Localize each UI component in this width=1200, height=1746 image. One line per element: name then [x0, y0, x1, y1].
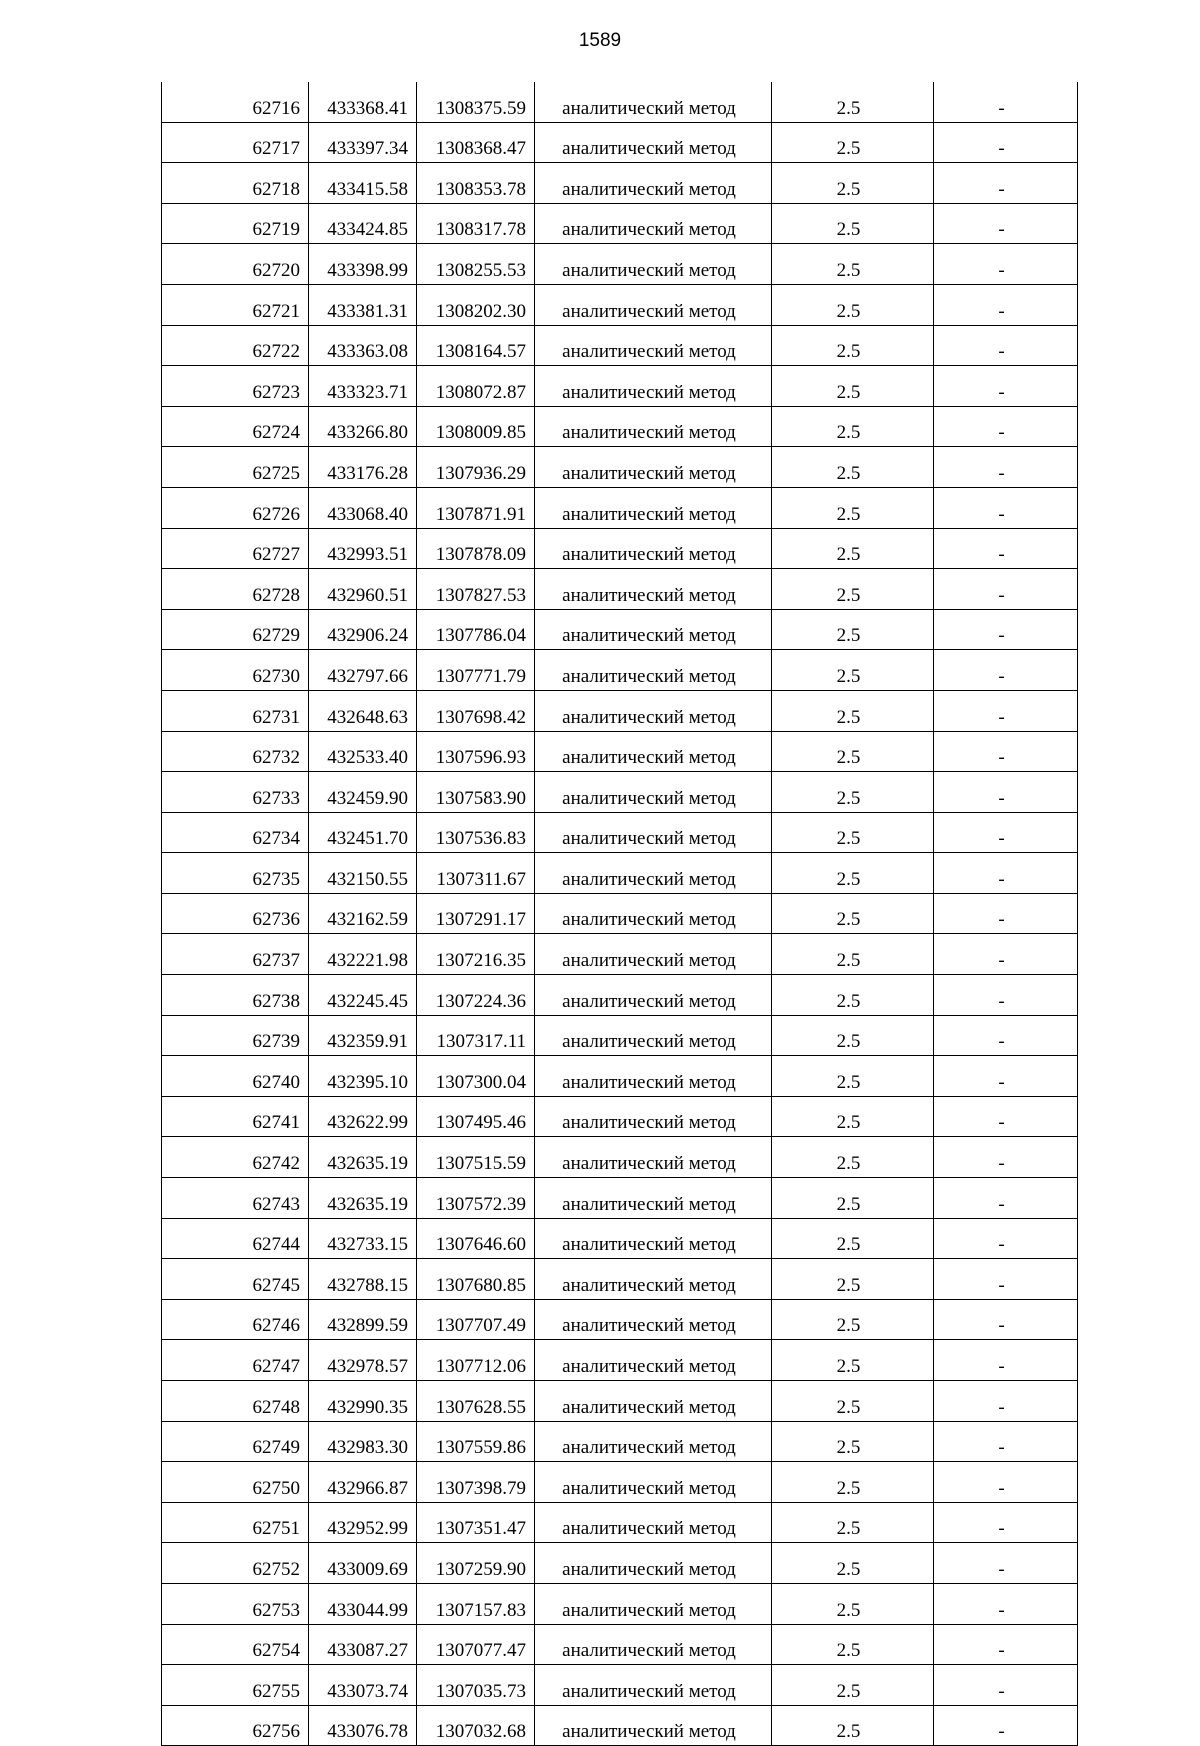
accuracy-cell: 2.5 [772, 325, 934, 366]
table-row [162, 975, 1078, 1016]
table-row [162, 853, 1078, 894]
accuracy-cell: 2.5 [772, 82, 934, 122]
y-coordinate-cell: 1307827.53 [417, 569, 535, 610]
y-coordinate-cell: 1307878.09 [417, 528, 535, 569]
x-coordinate-cell: 432359.91 [309, 1015, 417, 1056]
method-cell: аналитический метод [535, 1056, 772, 1097]
description-cell: - [934, 853, 1078, 894]
table-row [162, 82, 1078, 122]
accuracy-cell: 2.5 [772, 690, 934, 731]
accuracy-cell: 2.5 [772, 569, 934, 610]
description-cell: - [934, 893, 1078, 934]
method-cell: аналитический метод [535, 447, 772, 488]
y-coordinate-cell: 1308009.85 [417, 406, 535, 447]
point-number-cell: 62725 [162, 447, 309, 488]
table-row [162, 447, 1078, 488]
y-coordinate-cell: 1307216.35 [417, 934, 535, 975]
accuracy-cell: 2.5 [772, 1381, 934, 1422]
accuracy-cell: 2.5 [772, 1462, 934, 1503]
table-row [162, 731, 1078, 772]
description-cell: - [934, 406, 1078, 447]
description-cell: - [934, 1462, 1078, 1503]
method-cell: аналитический метод [535, 731, 772, 772]
y-coordinate-cell: 1307712.06 [417, 1340, 535, 1381]
method-cell: аналитический метод [535, 934, 772, 975]
y-coordinate-cell: 1307398.79 [417, 1462, 535, 1503]
x-coordinate-cell: 432990.35 [309, 1381, 417, 1422]
x-coordinate-cell: 432906.24 [309, 609, 417, 650]
method-cell: аналитический метод [535, 812, 772, 853]
method-cell: аналитический метод [535, 163, 772, 204]
description-cell: - [934, 772, 1078, 813]
x-coordinate-cell: 432733.15 [309, 1218, 417, 1259]
x-coordinate-cell: 433415.58 [309, 163, 417, 204]
accuracy-cell: 2.5 [772, 650, 934, 691]
method-cell: аналитический метод [535, 1665, 772, 1706]
x-coordinate-cell: 432983.30 [309, 1421, 417, 1462]
point-number-cell: 62749 [162, 1421, 309, 1462]
x-coordinate-cell: 432993.51 [309, 528, 417, 569]
x-coordinate-cell: 432150.55 [309, 853, 417, 894]
method-cell: аналитический метод [535, 650, 772, 691]
table-row [162, 487, 1078, 528]
table-row [162, 569, 1078, 610]
accuracy-cell: 2.5 [772, 1340, 934, 1381]
method-cell: аналитический метод [535, 528, 772, 569]
coordinates-table-body [162, 82, 1078, 1746]
y-coordinate-cell: 1308255.53 [417, 244, 535, 285]
description-cell: - [934, 1340, 1078, 1381]
table-row [162, 1340, 1078, 1381]
point-number-cell: 62718 [162, 163, 309, 204]
method-cell: аналитический метод [535, 284, 772, 325]
accuracy-cell: 2.5 [772, 1624, 934, 1665]
method-cell: аналитический метод [535, 569, 772, 610]
point-number-cell: 62756 [162, 1705, 309, 1746]
y-coordinate-cell: 1307495.46 [417, 1096, 535, 1137]
point-number-cell: 62721 [162, 284, 309, 325]
accuracy-cell: 2.5 [772, 1259, 934, 1300]
accuracy-cell: 2.5 [772, 853, 934, 894]
y-coordinate-cell: 1307351.47 [417, 1502, 535, 1543]
y-coordinate-cell: 1307572.39 [417, 1178, 535, 1219]
x-coordinate-cell: 433087.27 [309, 1624, 417, 1665]
method-cell: аналитический метод [535, 1015, 772, 1056]
point-number-cell: 62727 [162, 528, 309, 569]
table-row [162, 284, 1078, 325]
y-coordinate-cell: 1307317.11 [417, 1015, 535, 1056]
table-row [162, 1096, 1078, 1137]
description-cell: - [934, 1543, 1078, 1584]
y-coordinate-cell: 1307157.83 [417, 1583, 535, 1624]
method-cell: аналитический метод [535, 406, 772, 447]
description-cell: - [934, 1624, 1078, 1665]
description-cell: - [934, 528, 1078, 569]
point-number-cell: 62746 [162, 1299, 309, 1340]
x-coordinate-cell: 432451.70 [309, 812, 417, 853]
accuracy-cell: 2.5 [772, 122, 934, 163]
point-number-cell: 62732 [162, 731, 309, 772]
y-coordinate-cell: 1308368.47 [417, 122, 535, 163]
accuracy-cell: 2.5 [772, 1015, 934, 1056]
method-cell: аналитический метод [535, 122, 772, 163]
accuracy-cell: 2.5 [772, 487, 934, 528]
method-cell: аналитический метод [535, 1299, 772, 1340]
point-number-cell: 62752 [162, 1543, 309, 1584]
description-cell: - [934, 447, 1078, 488]
point-number-cell: 62740 [162, 1056, 309, 1097]
description-cell: - [934, 284, 1078, 325]
table-row [162, 934, 1078, 975]
table-row [162, 1421, 1078, 1462]
accuracy-cell: 2.5 [772, 284, 934, 325]
method-cell: аналитический метод [535, 1462, 772, 1503]
point-number-cell: 62724 [162, 406, 309, 447]
method-cell: аналитический метод [535, 1583, 772, 1624]
x-coordinate-cell: 432899.59 [309, 1299, 417, 1340]
table-row [162, 1462, 1078, 1503]
y-coordinate-cell: 1307536.83 [417, 812, 535, 853]
table-row [162, 812, 1078, 853]
table-row [162, 1218, 1078, 1259]
point-number-cell: 62751 [162, 1502, 309, 1543]
table-row [162, 1056, 1078, 1097]
accuracy-cell: 2.5 [772, 1502, 934, 1543]
description-cell: - [934, 569, 1078, 610]
y-coordinate-cell: 1307259.90 [417, 1543, 535, 1584]
description-cell: - [934, 1096, 1078, 1137]
table-row [162, 893, 1078, 934]
accuracy-cell: 2.5 [772, 1705, 934, 1746]
description-cell: - [934, 82, 1078, 122]
description-cell: - [934, 1705, 1078, 1746]
description-cell: - [934, 325, 1078, 366]
table-row [162, 1137, 1078, 1178]
point-number-cell: 62755 [162, 1665, 309, 1706]
table-row [162, 690, 1078, 731]
y-coordinate-cell: 1307559.86 [417, 1421, 535, 1462]
y-coordinate-cell: 1307707.49 [417, 1299, 535, 1340]
y-coordinate-cell: 1307515.59 [417, 1137, 535, 1178]
table-row [162, 203, 1078, 244]
y-coordinate-cell: 1307311.67 [417, 853, 535, 894]
point-number-cell: 62745 [162, 1259, 309, 1300]
accuracy-cell: 2.5 [772, 609, 934, 650]
table-row [162, 1178, 1078, 1219]
point-number-cell: 62739 [162, 1015, 309, 1056]
y-coordinate-cell: 1307936.29 [417, 447, 535, 488]
coordinates-table [161, 82, 1078, 1746]
method-cell: аналитический метод [535, 1421, 772, 1462]
y-coordinate-cell: 1307300.04 [417, 1056, 535, 1097]
accuracy-cell: 2.5 [772, 893, 934, 934]
point-number-cell: 62736 [162, 893, 309, 934]
method-cell: аналитический метод [535, 1340, 772, 1381]
x-coordinate-cell: 432960.51 [309, 569, 417, 610]
table-row [162, 609, 1078, 650]
x-coordinate-cell: 432648.63 [309, 690, 417, 731]
x-coordinate-cell: 432635.19 [309, 1178, 417, 1219]
point-number-cell: 62737 [162, 934, 309, 975]
x-coordinate-cell: 433363.08 [309, 325, 417, 366]
point-number-cell: 62738 [162, 975, 309, 1016]
description-cell: - [934, 1502, 1078, 1543]
table-row [162, 1543, 1078, 1584]
method-cell: аналитический метод [535, 893, 772, 934]
method-cell: аналитический метод [535, 1218, 772, 1259]
x-coordinate-cell: 433368.41 [309, 82, 417, 122]
y-coordinate-cell: 1307871.91 [417, 487, 535, 528]
method-cell: аналитический метод [535, 325, 772, 366]
description-cell: - [934, 690, 1078, 731]
x-coordinate-cell: 432221.98 [309, 934, 417, 975]
description-cell: - [934, 1665, 1078, 1706]
point-number-cell: 62729 [162, 609, 309, 650]
x-coordinate-cell: 433176.28 [309, 447, 417, 488]
point-number-cell: 62726 [162, 487, 309, 528]
point-number-cell: 62742 [162, 1137, 309, 1178]
method-cell: аналитический метод [535, 203, 772, 244]
x-coordinate-cell: 432622.99 [309, 1096, 417, 1137]
accuracy-cell: 2.5 [772, 163, 934, 204]
x-coordinate-cell: 432245.45 [309, 975, 417, 1016]
point-number-cell: 62733 [162, 772, 309, 813]
point-number-cell: 62748 [162, 1381, 309, 1422]
accuracy-cell: 2.5 [772, 772, 934, 813]
y-coordinate-cell: 1307291.17 [417, 893, 535, 934]
accuracy-cell: 2.5 [772, 1583, 934, 1624]
y-coordinate-cell: 1307583.90 [417, 772, 535, 813]
method-cell: аналитический метод [535, 609, 772, 650]
table-row [162, 1259, 1078, 1300]
method-cell: аналитический метод [535, 244, 772, 285]
description-cell: - [934, 244, 1078, 285]
point-number-cell: 62723 [162, 366, 309, 407]
x-coordinate-cell: 433266.80 [309, 406, 417, 447]
x-coordinate-cell: 433381.31 [309, 284, 417, 325]
y-coordinate-cell: 1308072.87 [417, 366, 535, 407]
y-coordinate-cell: 1307224.36 [417, 975, 535, 1016]
table-row [162, 1665, 1078, 1706]
description-cell: - [934, 812, 1078, 853]
table-row [162, 1583, 1078, 1624]
method-cell: аналитический метод [535, 1705, 772, 1746]
y-coordinate-cell: 1307596.93 [417, 731, 535, 772]
table-row [162, 366, 1078, 407]
method-cell: аналитический метод [535, 487, 772, 528]
accuracy-cell: 2.5 [772, 1543, 934, 1584]
point-number-cell: 62728 [162, 569, 309, 610]
accuracy-cell: 2.5 [772, 1178, 934, 1219]
x-coordinate-cell: 432966.87 [309, 1462, 417, 1503]
x-coordinate-cell: 433044.99 [309, 1583, 417, 1624]
x-coordinate-cell: 433009.69 [309, 1543, 417, 1584]
point-number-cell: 62730 [162, 650, 309, 691]
x-coordinate-cell: 432635.19 [309, 1137, 417, 1178]
accuracy-cell: 2.5 [772, 203, 934, 244]
point-number-cell: 62741 [162, 1096, 309, 1137]
point-number-cell: 62720 [162, 244, 309, 285]
description-cell: - [934, 1218, 1078, 1259]
y-coordinate-cell: 1307786.04 [417, 609, 535, 650]
table-row [162, 1624, 1078, 1665]
method-cell: аналитический метод [535, 1502, 772, 1543]
point-number-cell: 62717 [162, 122, 309, 163]
table-row [162, 772, 1078, 813]
x-coordinate-cell: 432978.57 [309, 1340, 417, 1381]
x-coordinate-cell: 432533.40 [309, 731, 417, 772]
y-coordinate-cell: 1308317.78 [417, 203, 535, 244]
accuracy-cell: 2.5 [772, 731, 934, 772]
y-coordinate-cell: 1308375.59 [417, 82, 535, 122]
point-number-cell: 62731 [162, 690, 309, 731]
table-row [162, 325, 1078, 366]
description-cell: - [934, 203, 1078, 244]
accuracy-cell: 2.5 [772, 934, 934, 975]
x-coordinate-cell: 433323.71 [309, 366, 417, 407]
y-coordinate-cell: 1307077.47 [417, 1624, 535, 1665]
x-coordinate-cell: 433398.99 [309, 244, 417, 285]
accuracy-cell: 2.5 [772, 447, 934, 488]
method-cell: аналитический метод [535, 853, 772, 894]
accuracy-cell: 2.5 [772, 366, 934, 407]
description-cell: - [934, 1178, 1078, 1219]
description-cell: - [934, 731, 1078, 772]
method-cell: аналитический метод [535, 975, 772, 1016]
x-coordinate-cell: 432797.66 [309, 650, 417, 691]
accuracy-cell: 2.5 [772, 1299, 934, 1340]
description-cell: - [934, 975, 1078, 1016]
method-cell: аналитический метод [535, 690, 772, 731]
x-coordinate-cell: 432788.15 [309, 1259, 417, 1300]
method-cell: аналитический метод [535, 1178, 772, 1219]
table-row [162, 163, 1078, 204]
description-cell: - [934, 1583, 1078, 1624]
description-cell: - [934, 1299, 1078, 1340]
accuracy-cell: 2.5 [772, 1665, 934, 1706]
accuracy-cell: 2.5 [772, 1096, 934, 1137]
accuracy-cell: 2.5 [772, 1056, 934, 1097]
point-number-cell: 62735 [162, 853, 309, 894]
y-coordinate-cell: 1307771.79 [417, 650, 535, 691]
table-row [162, 1381, 1078, 1422]
y-coordinate-cell: 1307628.55 [417, 1381, 535, 1422]
table-row [162, 528, 1078, 569]
point-number-cell: 62722 [162, 325, 309, 366]
accuracy-cell: 2.5 [772, 528, 934, 569]
point-number-cell: 62747 [162, 1340, 309, 1381]
y-coordinate-cell: 1308164.57 [417, 325, 535, 366]
description-cell: - [934, 1056, 1078, 1097]
method-cell: аналитический метод [535, 1137, 772, 1178]
table-row [162, 1502, 1078, 1543]
method-cell: аналитический метод [535, 772, 772, 813]
description-cell: - [934, 609, 1078, 650]
method-cell: аналитический метод [535, 1624, 772, 1665]
description-cell: - [934, 366, 1078, 407]
method-cell: аналитический метод [535, 1096, 772, 1137]
point-number-cell: 62750 [162, 1462, 309, 1503]
description-cell: - [934, 1259, 1078, 1300]
description-cell: - [934, 1381, 1078, 1422]
x-coordinate-cell: 432952.99 [309, 1502, 417, 1543]
y-coordinate-cell: 1307680.85 [417, 1259, 535, 1300]
page-number: 1589 [578, 30, 622, 51]
x-coordinate-cell: 433073.74 [309, 1665, 417, 1706]
accuracy-cell: 2.5 [772, 1421, 934, 1462]
accuracy-cell: 2.5 [772, 1218, 934, 1259]
y-coordinate-cell: 1307646.60 [417, 1218, 535, 1259]
y-coordinate-cell: 1307032.68 [417, 1705, 535, 1746]
y-coordinate-cell: 1308353.78 [417, 163, 535, 204]
x-coordinate-cell: 432459.90 [309, 772, 417, 813]
table-row [162, 1015, 1078, 1056]
point-number-cell: 62753 [162, 1583, 309, 1624]
table-row [162, 406, 1078, 447]
description-cell: - [934, 934, 1078, 975]
point-number-cell: 62743 [162, 1178, 309, 1219]
point-number-cell: 62716 [162, 82, 309, 122]
point-number-cell: 62719 [162, 203, 309, 244]
description-cell: - [934, 163, 1078, 204]
point-number-cell: 62744 [162, 1218, 309, 1259]
table-row [162, 1705, 1078, 1746]
description-cell: - [934, 650, 1078, 691]
x-coordinate-cell: 433076.78 [309, 1705, 417, 1746]
y-coordinate-cell: 1308202.30 [417, 284, 535, 325]
method-cell: аналитический метод [535, 366, 772, 407]
method-cell: аналитический метод [535, 1381, 772, 1422]
y-coordinate-cell: 1307035.73 [417, 1665, 535, 1706]
accuracy-cell: 2.5 [772, 812, 934, 853]
table-row [162, 244, 1078, 285]
point-number-cell: 62754 [162, 1624, 309, 1665]
table-row [162, 650, 1078, 691]
method-cell: аналитический метод [535, 82, 772, 122]
description-cell: - [934, 1421, 1078, 1462]
point-number-cell: 62734 [162, 812, 309, 853]
method-cell: аналитический метод [535, 1543, 772, 1584]
accuracy-cell: 2.5 [772, 1137, 934, 1178]
x-coordinate-cell: 432395.10 [309, 1056, 417, 1097]
x-coordinate-cell: 433397.34 [309, 122, 417, 163]
description-cell: - [934, 1015, 1078, 1056]
x-coordinate-cell: 433424.85 [309, 203, 417, 244]
y-coordinate-cell: 1307698.42 [417, 690, 535, 731]
description-cell: - [934, 122, 1078, 163]
accuracy-cell: 2.5 [772, 975, 934, 1016]
accuracy-cell: 2.5 [772, 244, 934, 285]
method-cell: аналитический метод [535, 1259, 772, 1300]
table-row [162, 1299, 1078, 1340]
description-cell: - [934, 1137, 1078, 1178]
description-cell: - [934, 487, 1078, 528]
accuracy-cell: 2.5 [772, 406, 934, 447]
x-coordinate-cell: 432162.59 [309, 893, 417, 934]
x-coordinate-cell: 433068.40 [309, 487, 417, 528]
table-row [162, 122, 1078, 163]
